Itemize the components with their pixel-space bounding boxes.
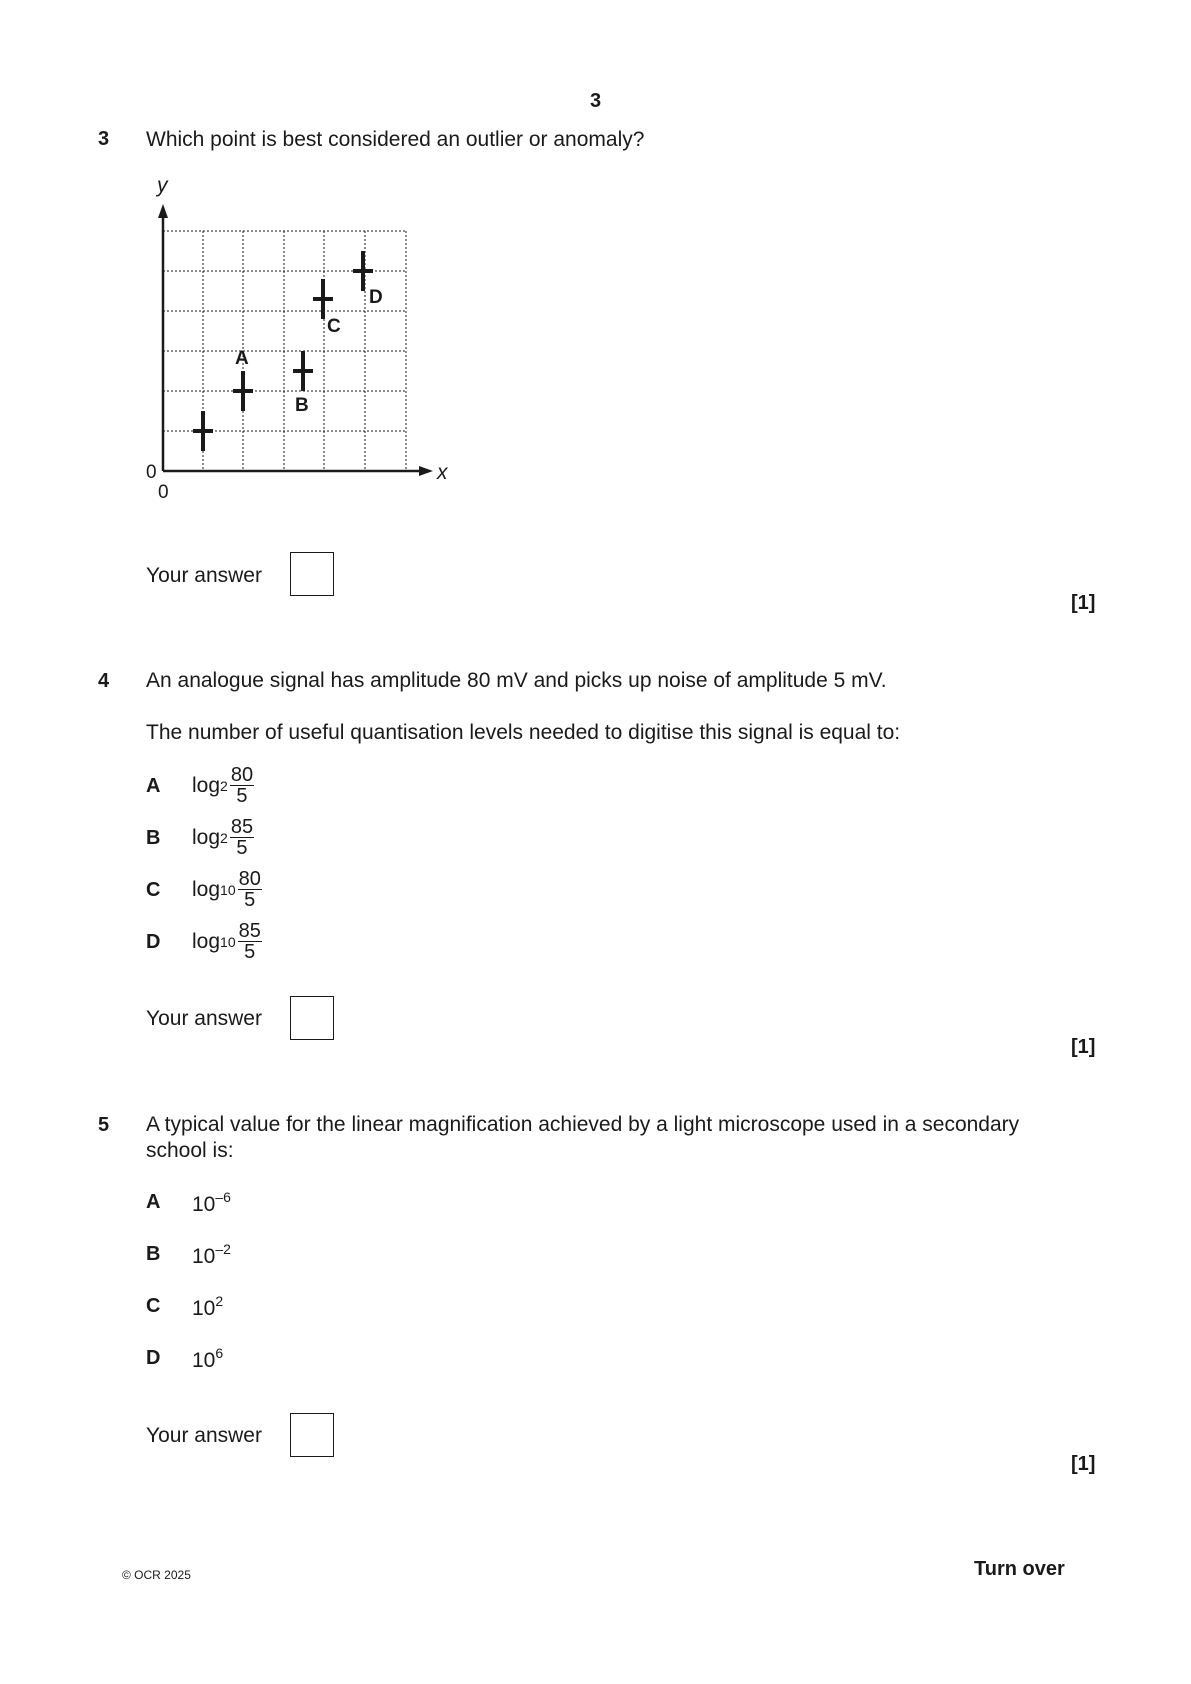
question-5-text-line2: school is: (146, 1139, 234, 1162)
data-point-d (353, 251, 383, 308)
q4-option-c[interactable]: log 10 $\frac{80}{5}$ (192, 868, 261, 911)
q5-answer-label: Your answer (146, 1424, 262, 1447)
data-point-b (293, 351, 313, 416)
q5-answer-box[interactable] (290, 1413, 334, 1457)
question-5-number: 5 (98, 1114, 110, 1136)
y-axis-label: y (157, 174, 168, 197)
origin-x-label: 0 (158, 482, 169, 503)
copyright: © OCR 2025 (122, 1568, 191, 1582)
point-label-a: A (235, 348, 249, 369)
q4-option-c-letter: C (146, 879, 161, 901)
q4-answer-box[interactable] (290, 996, 334, 1040)
q5-marks: [1] (1071, 1453, 1096, 1475)
turn-over: Turn over (974, 1558, 1065, 1580)
point-label-d: D (369, 287, 383, 308)
question-4-text2: The number of useful quantisation levels needed to digitise this signal is equal to: (146, 721, 901, 744)
q5-option-c[interactable]: $10^2$ (192, 1293, 224, 1320)
data-point-c (313, 279, 341, 337)
question-3-number: 3 (98, 128, 110, 150)
data-point-unlabeled (193, 411, 213, 451)
q4-answer-label: Your answer (146, 1007, 262, 1030)
q5-option-d-letter: D (146, 1347, 161, 1369)
q4-option-a[interactable]: log 2 $\frac{80}{5}$ (192, 764, 254, 807)
q5-option-a[interactable]: $10^{-6}$ (192, 1189, 231, 1216)
q4-option-d-letter: D (146, 931, 161, 953)
q5-option-d[interactable]: $10^6$ (192, 1345, 224, 1372)
q5-option-c-letter: C (146, 1295, 161, 1317)
q4-option-d[interactable]: log 10 $\frac{85}{5}$ (192, 920, 261, 963)
origin-y-label: 0 (146, 462, 157, 483)
y-axis-arrow (158, 204, 168, 218)
q3-answer-label: Your answer (146, 564, 262, 587)
question-5-text-line1: A typical value for the linear magnification achieved by a light microscope used in a secondary (146, 1113, 1020, 1136)
grid (163, 231, 406, 471)
question-4-text: An analogue signal has amplitude 80 mV and picks up noise of amplitude 5 mV. (146, 669, 887, 692)
q5-option-b-letter: B (146, 1243, 161, 1265)
scatter-graph (135, 170, 455, 510)
point-label-b: B (295, 395, 309, 416)
q5-option-b[interactable]: $10^{-2}$ (192, 1241, 231, 1268)
x-axis-arrow (419, 466, 433, 476)
q4-option-b[interactable]: log 2 $\frac{85}{5}$ (192, 816, 254, 859)
point-label-c: C (327, 316, 341, 337)
data-point-a (233, 348, 253, 411)
q3-answer-box[interactable] (290, 552, 334, 596)
page-number: 3 (590, 90, 602, 112)
q4-marks: [1] (1071, 1036, 1096, 1058)
q3-marks: [1] (1071, 592, 1096, 614)
q4-option-a-letter: A (146, 775, 161, 797)
question-4-number: 4 (98, 670, 110, 692)
x-axis-label: x (437, 461, 448, 484)
q5-option-a-letter: A (146, 1191, 161, 1213)
question-3-text: Which point is best considered an outlier or anomaly? (146, 128, 645, 151)
q4-option-b-letter: B (146, 827, 161, 849)
